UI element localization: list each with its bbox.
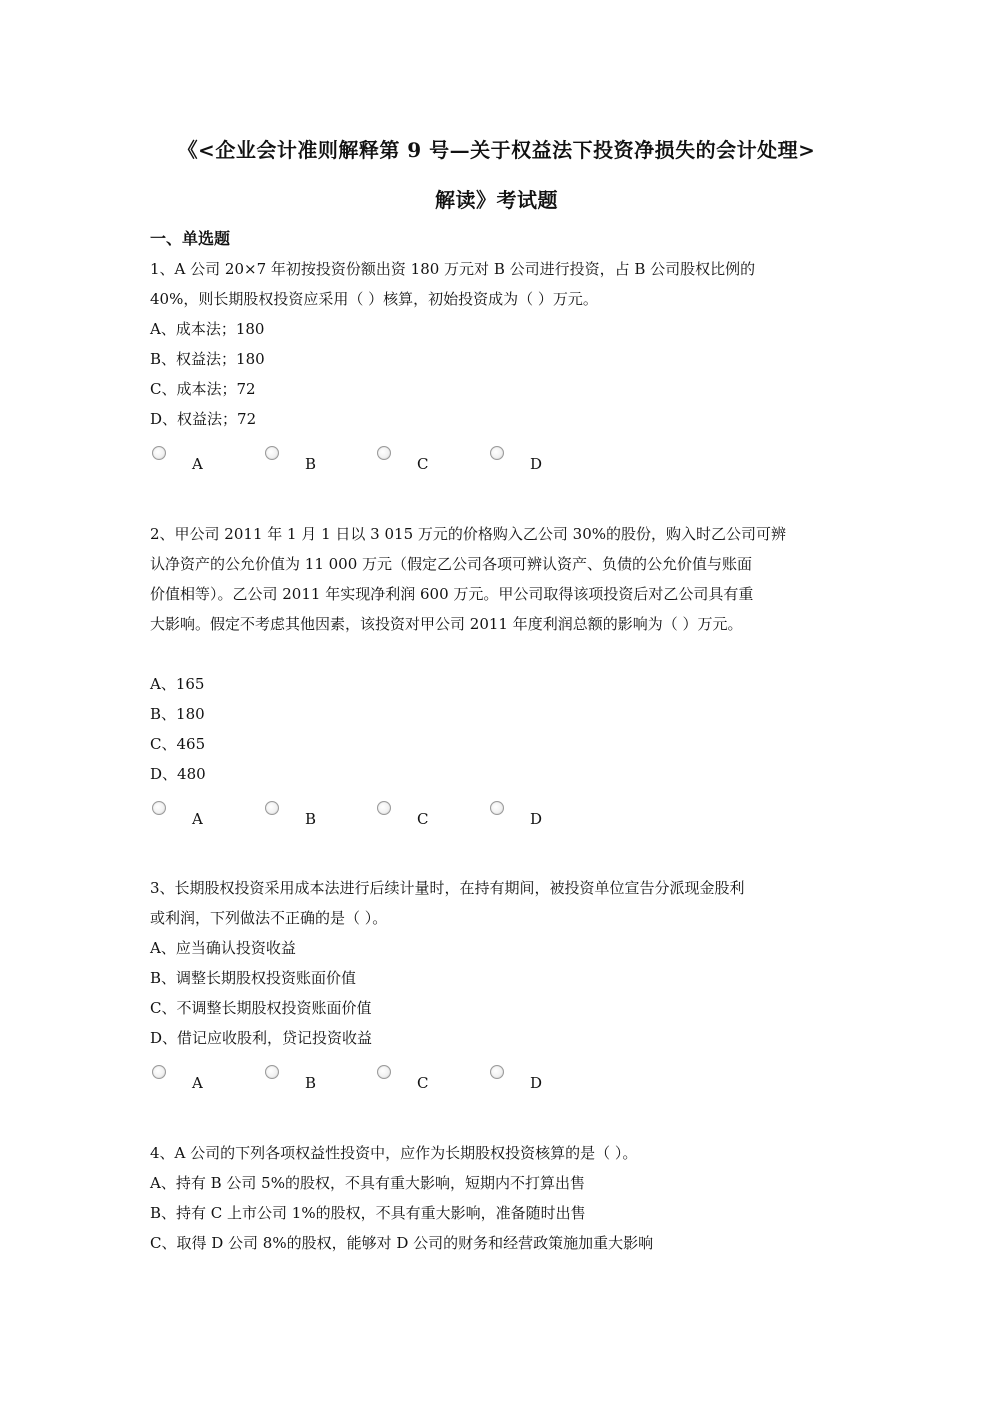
question-3-radio-b[interactable] bbox=[265, 1065, 365, 1095]
question-2-text: 认净资产的公允价值为 11 000 万元（假定乙公司各项可辨认资产、负债的公允价值与账面 bbox=[150, 555, 753, 573]
question-2-radio-d[interactable] bbox=[490, 801, 590, 831]
question-1-radio-a[interactable] bbox=[152, 446, 252, 476]
radio-circle-icon[interactable] bbox=[490, 446, 504, 460]
question-4-option-b: B、持有 C 上市公司 1%的股权，不具有重大影响，准备随时出售 bbox=[150, 1204, 586, 1222]
radio-label: D bbox=[530, 810, 543, 828]
page-title-continued: 解读》考试题 bbox=[435, 188, 558, 212]
radio-circle-icon[interactable] bbox=[377, 1065, 391, 1079]
question-1-option-b: B、权益法；180 bbox=[150, 350, 265, 368]
radio-label: B bbox=[305, 455, 317, 473]
question-3-answer-group bbox=[150, 1065, 570, 1095]
question-2-option-b: B、180 bbox=[150, 705, 205, 723]
radio-circle-icon[interactable] bbox=[265, 1065, 279, 1079]
question-2-radio-c[interactable] bbox=[377, 801, 477, 831]
question-3-option-c: C、不调整长期股权投资账面价值 bbox=[150, 999, 372, 1017]
radio-label: D bbox=[530, 455, 543, 473]
question-2-radio-a[interactable] bbox=[152, 801, 252, 831]
radio-circle-icon[interactable] bbox=[265, 446, 279, 460]
radio-circle-icon[interactable] bbox=[377, 801, 391, 815]
question-1-radio-c[interactable] bbox=[377, 446, 477, 476]
radio-circle-icon[interactable] bbox=[152, 446, 166, 460]
radio-circle-icon[interactable] bbox=[377, 446, 391, 460]
question-3-text: 3、长期股权投资采用成本法进行后续计量时，在持有期间，被投资单位宣告分派现金股利 bbox=[150, 879, 745, 897]
question-1-answer-group bbox=[150, 446, 570, 476]
question-4-text: 4、A 公司的下列各项权益性投资中，应作为长期股权投资核算的是（ ）。 bbox=[150, 1144, 638, 1162]
question-1-option-c: C、成本法；72 bbox=[150, 380, 256, 398]
question-1-option-a: A、成本法；180 bbox=[150, 320, 265, 338]
question-1-text: 40%，则长期股权投资应采用（ ）核算，初始投资成为（ ）万元。 bbox=[150, 290, 598, 308]
radio-label: A bbox=[192, 1074, 203, 1092]
radio-label: A bbox=[192, 810, 203, 828]
question-1-text: 1、A 公司 20×7 年初按投资份额出资 180 万元对 B 公司进行投资，占 B 公司股权比例的 bbox=[150, 260, 756, 278]
question-2-text: 2、甲公司 2011 年 1 月 1 日以 3 015 万元的价格购入乙公司 30%的股份，购入时乙公司可辨 bbox=[150, 525, 787, 543]
question-1-option-d: D、权益法；72 bbox=[150, 410, 257, 428]
question-2-text: 大影响。假定不考虑其他因素，该投资对甲公司 2011 年度利润总额的影响为（ ）万元。 bbox=[150, 615, 743, 633]
question-4-option-a: A、持有 B 公司 5%的股权，不具有重大影响，短期内不打算出售 bbox=[150, 1174, 585, 1192]
question-3-radio-d[interactable] bbox=[490, 1065, 590, 1095]
radio-label: C bbox=[417, 1074, 429, 1092]
question-2-option-d: D、480 bbox=[150, 765, 206, 783]
question-3-radio-c[interactable] bbox=[377, 1065, 477, 1095]
radio-label: C bbox=[417, 810, 429, 828]
radio-label: C bbox=[417, 455, 429, 473]
question-3-option-a: A、应当确认投资收益 bbox=[150, 939, 296, 957]
page-title: 《<企业会计准则解释第 9 号—关于权益法下投资净损失的会计处理> bbox=[177, 138, 816, 162]
question-3-option-d: D、借记应收股利，贷记投资收益 bbox=[150, 1029, 373, 1047]
question-3-text: 或利润，下列做法不正确的是（ ）。 bbox=[150, 909, 388, 927]
radio-circle-icon[interactable] bbox=[490, 801, 504, 815]
question-2-radio-b[interactable] bbox=[265, 801, 365, 831]
question-4-option-c: C、取得 D 公司 8%的股权，能够对 D 公司的财务和经营政策施加重大影响 bbox=[150, 1234, 654, 1252]
section-heading: 一、单选题 bbox=[150, 229, 231, 248]
question-2-option-c: C、465 bbox=[150, 735, 206, 753]
radio-label: B bbox=[305, 810, 317, 828]
radio-circle-icon[interactable] bbox=[152, 1065, 166, 1079]
radio-label: B bbox=[305, 1074, 317, 1092]
question-1-radio-d[interactable] bbox=[490, 446, 590, 476]
question-2-option-a: A、165 bbox=[150, 675, 205, 693]
question-1-radio-b[interactable] bbox=[265, 446, 365, 476]
radio-circle-icon[interactable] bbox=[152, 801, 166, 815]
radio-label: A bbox=[192, 455, 203, 473]
radio-circle-icon[interactable] bbox=[490, 1065, 504, 1079]
radio-circle-icon[interactable] bbox=[265, 801, 279, 815]
question-2-text: 价值相等）。乙公司 2011 年实现净利润 600 万元。甲公司取得该项投资后对乙公司具有重 bbox=[150, 585, 754, 603]
question-3-radio-a[interactable] bbox=[152, 1065, 252, 1095]
radio-label: D bbox=[530, 1074, 543, 1092]
question-3-option-b: B、调整长期股权投资账面价值 bbox=[150, 969, 357, 987]
question-2-answer-group bbox=[150, 801, 570, 831]
